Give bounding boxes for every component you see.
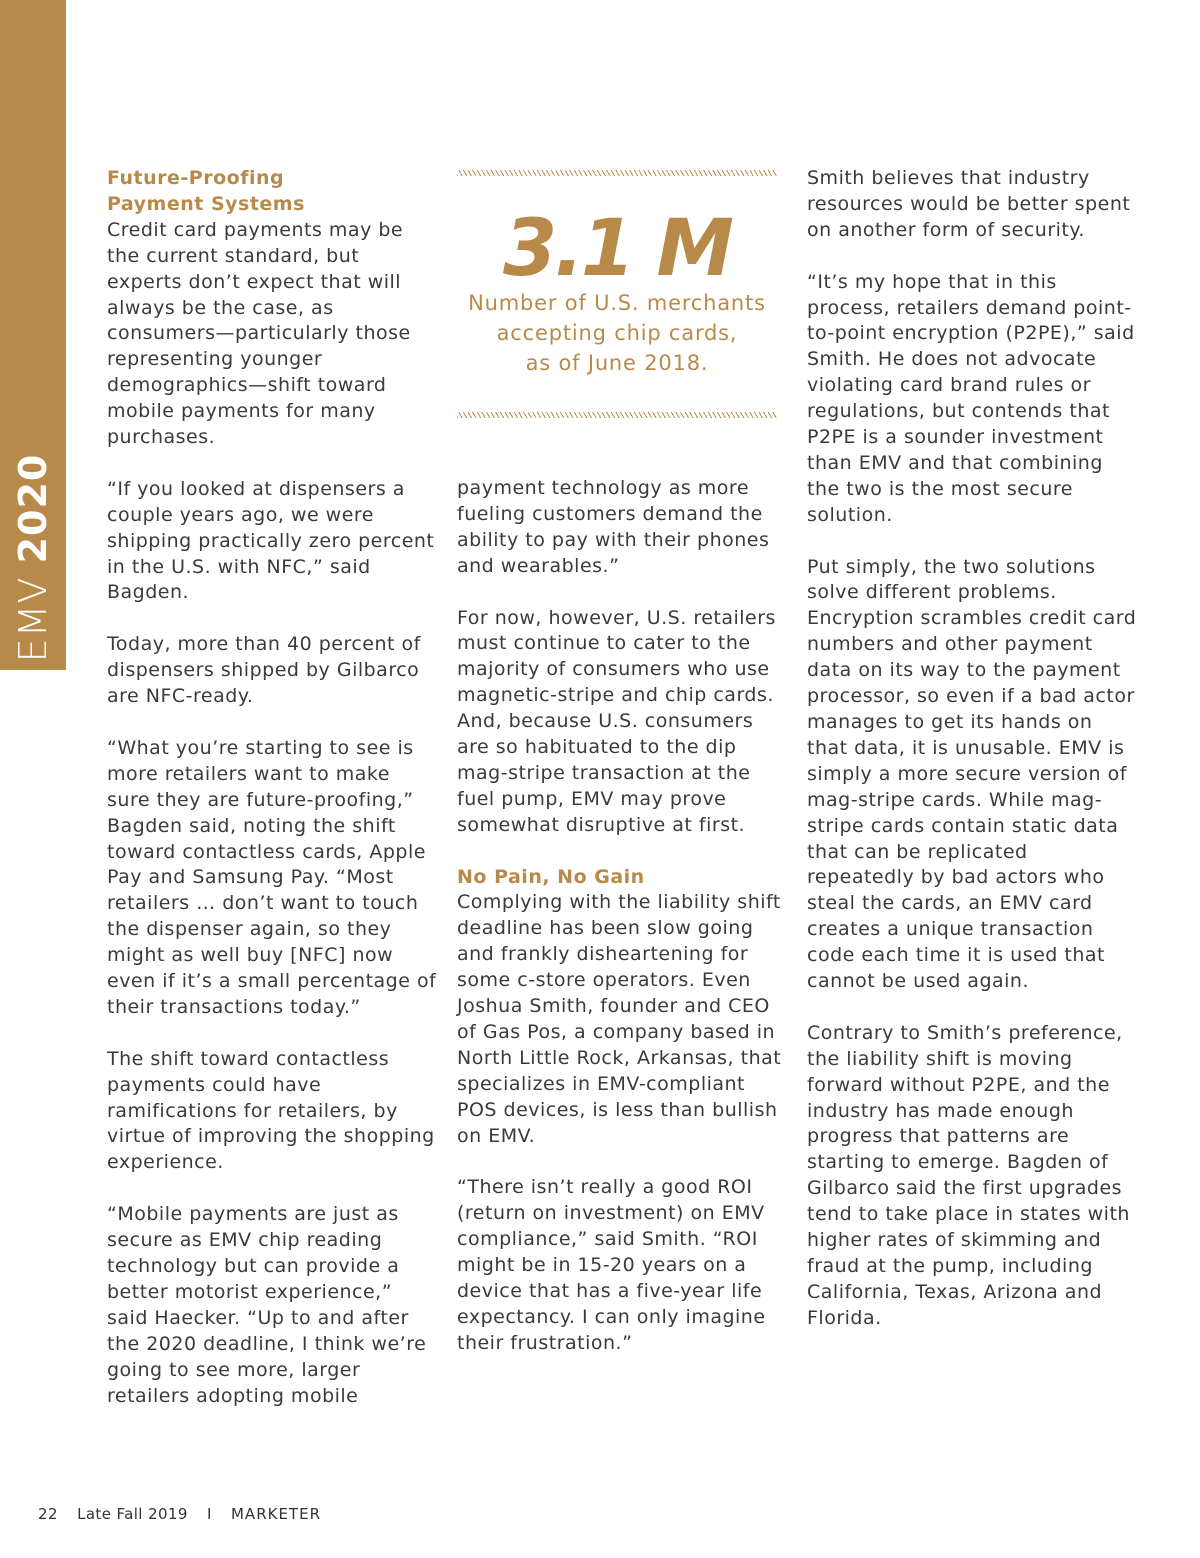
page-number: 22	[38, 1505, 58, 1523]
paragraph: payment technology as more fueling customers demand the ability to pay with their phones and wearables.”	[457, 477, 770, 577]
heading-line: Future-Proofing	[107, 167, 285, 189]
paragraph: For now, however, U.S. retailers must continue to cater to the majority of consumers who use magnetic-stripe and chip cards. And, because U.S. consumers are so habituated to the dip mag-stripe transaction at the fuel pump, EMV may prove somewhat disruptive at first.	[457, 606, 776, 836]
paragraph: Complying with the liability shift deadline has been slow going and frankly disheartening for some c-store operators. Even Joshua Smith, founder and CEO of Gas Pos, a company based in North Little Rock, Arkansas, that specializes in EMV-compliant POS devices, is less than bullish on EMV.	[457, 891, 782, 1147]
paragraph: “There isn’t really a good ROI (return on investment) on EMV compliance,” said Smith. “ROI might be in 15-20 years on a device that has a five-year life expectancy. I can only imagine their frustration.”	[457, 1176, 766, 1354]
paragraph: “What you’re starting to see is more retailers want to make sure they are future-proofing,” Bagden said, noting the shift toward contactless cards, Apple Pay and Samsung Pay. “Most retailers … don’t want to touch the dispenser again, so they might as well buy [NFC] now even if it’s a small percentage of their transactions today.”	[107, 736, 437, 1018]
paragraph: “It’s my hope that in this process, retailers demand point-to-point encryption (P2PE),” said Smith. He does not advocate violating card brand rules or regulations, but contends that P2PE is a sounder investment than EMV and that combining the two is the most secure solution.	[807, 270, 1135, 526]
paragraph: “If you looked at dispensers a couple years ago, we were shipping practically zero percent in the U.S. with NFC,” said Bagden.	[107, 477, 435, 604]
stat-caption-line: as of June 2018.	[525, 351, 709, 375]
stat-caption-line: accepting chip cards,	[496, 321, 738, 345]
article-column-2	[457, 476, 787, 1383]
stat-caption	[457, 288, 777, 378]
section-heading-future-proofing	[107, 166, 437, 218]
issue-label: Late Fall 2019	[77, 1505, 188, 1523]
article-column-1	[107, 166, 437, 1435]
heading-line: Payment Systems	[107, 192, 305, 215]
paragraph: Contrary to Smith’s preference, the liability shift is moving forward without P2PE, and the industry has made enough progress that patterns are starting to emerge. Bagden of Gilbarco said the first upgrades tend to take place in states with higher rates of skimming and fraud at the pump, including California, Texas, Arizona and Florida.	[807, 1021, 1130, 1329]
paragraph: The shift toward contactless payments could have ramifications for retailers, by virtue of improving the shopping experience.	[107, 1047, 435, 1174]
paragraph: Today, more than 40 percent of dispensers shipped by Gilbarco are NFC-ready.	[107, 633, 421, 708]
section-label	[0, 453, 66, 663]
paragraph: “Mobile payments are just as secure as EMV chip reading technology but can provide a better motorist experience,” said Haecker. “Up to and after the 2020 deadline, I think we’re going to see more, larger retailers adopting mobile	[107, 1203, 427, 1407]
paragraph: Credit card payments may be the current standard, but experts don’t expect that will always be the case, as consumers—particularly those representing younger demographics—shift toward mobile payments for many purchases.	[107, 218, 411, 449]
magazine-brand: MARKETER	[230, 1505, 321, 1523]
section-heading-no-pain: No Pain, No Gain	[457, 865, 645, 888]
stat-number: 3.1 M	[503, 204, 731, 294]
paragraph: Smith believes that industry resources would be better spent on another form of security.	[807, 167, 1131, 241]
stat-callout	[457, 170, 777, 420]
hatch-divider-bottom	[457, 412, 777, 418]
paragraph: Put simply, the two solutions solve different problems. Encryption scrambles credit card numbers and other payment data on its way to the payment processor, so even if a bad actor manages to get its hands on that data, it is unusable. EMV is simply a more secure version of mag-stripe cards. While mag-stripe cards contain static data that can be replicated repeatedly by bad actors who steal the cards, an EMV card creates a unique transaction code each time it is used that cannot be used again.	[807, 555, 1137, 993]
stat-caption-line: Number of U.S. merchants	[468, 291, 766, 315]
hatch-divider-top	[457, 170, 777, 176]
section-label-emv: EMV	[11, 576, 55, 663]
page-footer	[38, 1505, 335, 1523]
footer-separator: I	[206, 1505, 212, 1523]
section-label-year: 2020	[11, 453, 55, 564]
article-column-3	[807, 166, 1137, 1358]
